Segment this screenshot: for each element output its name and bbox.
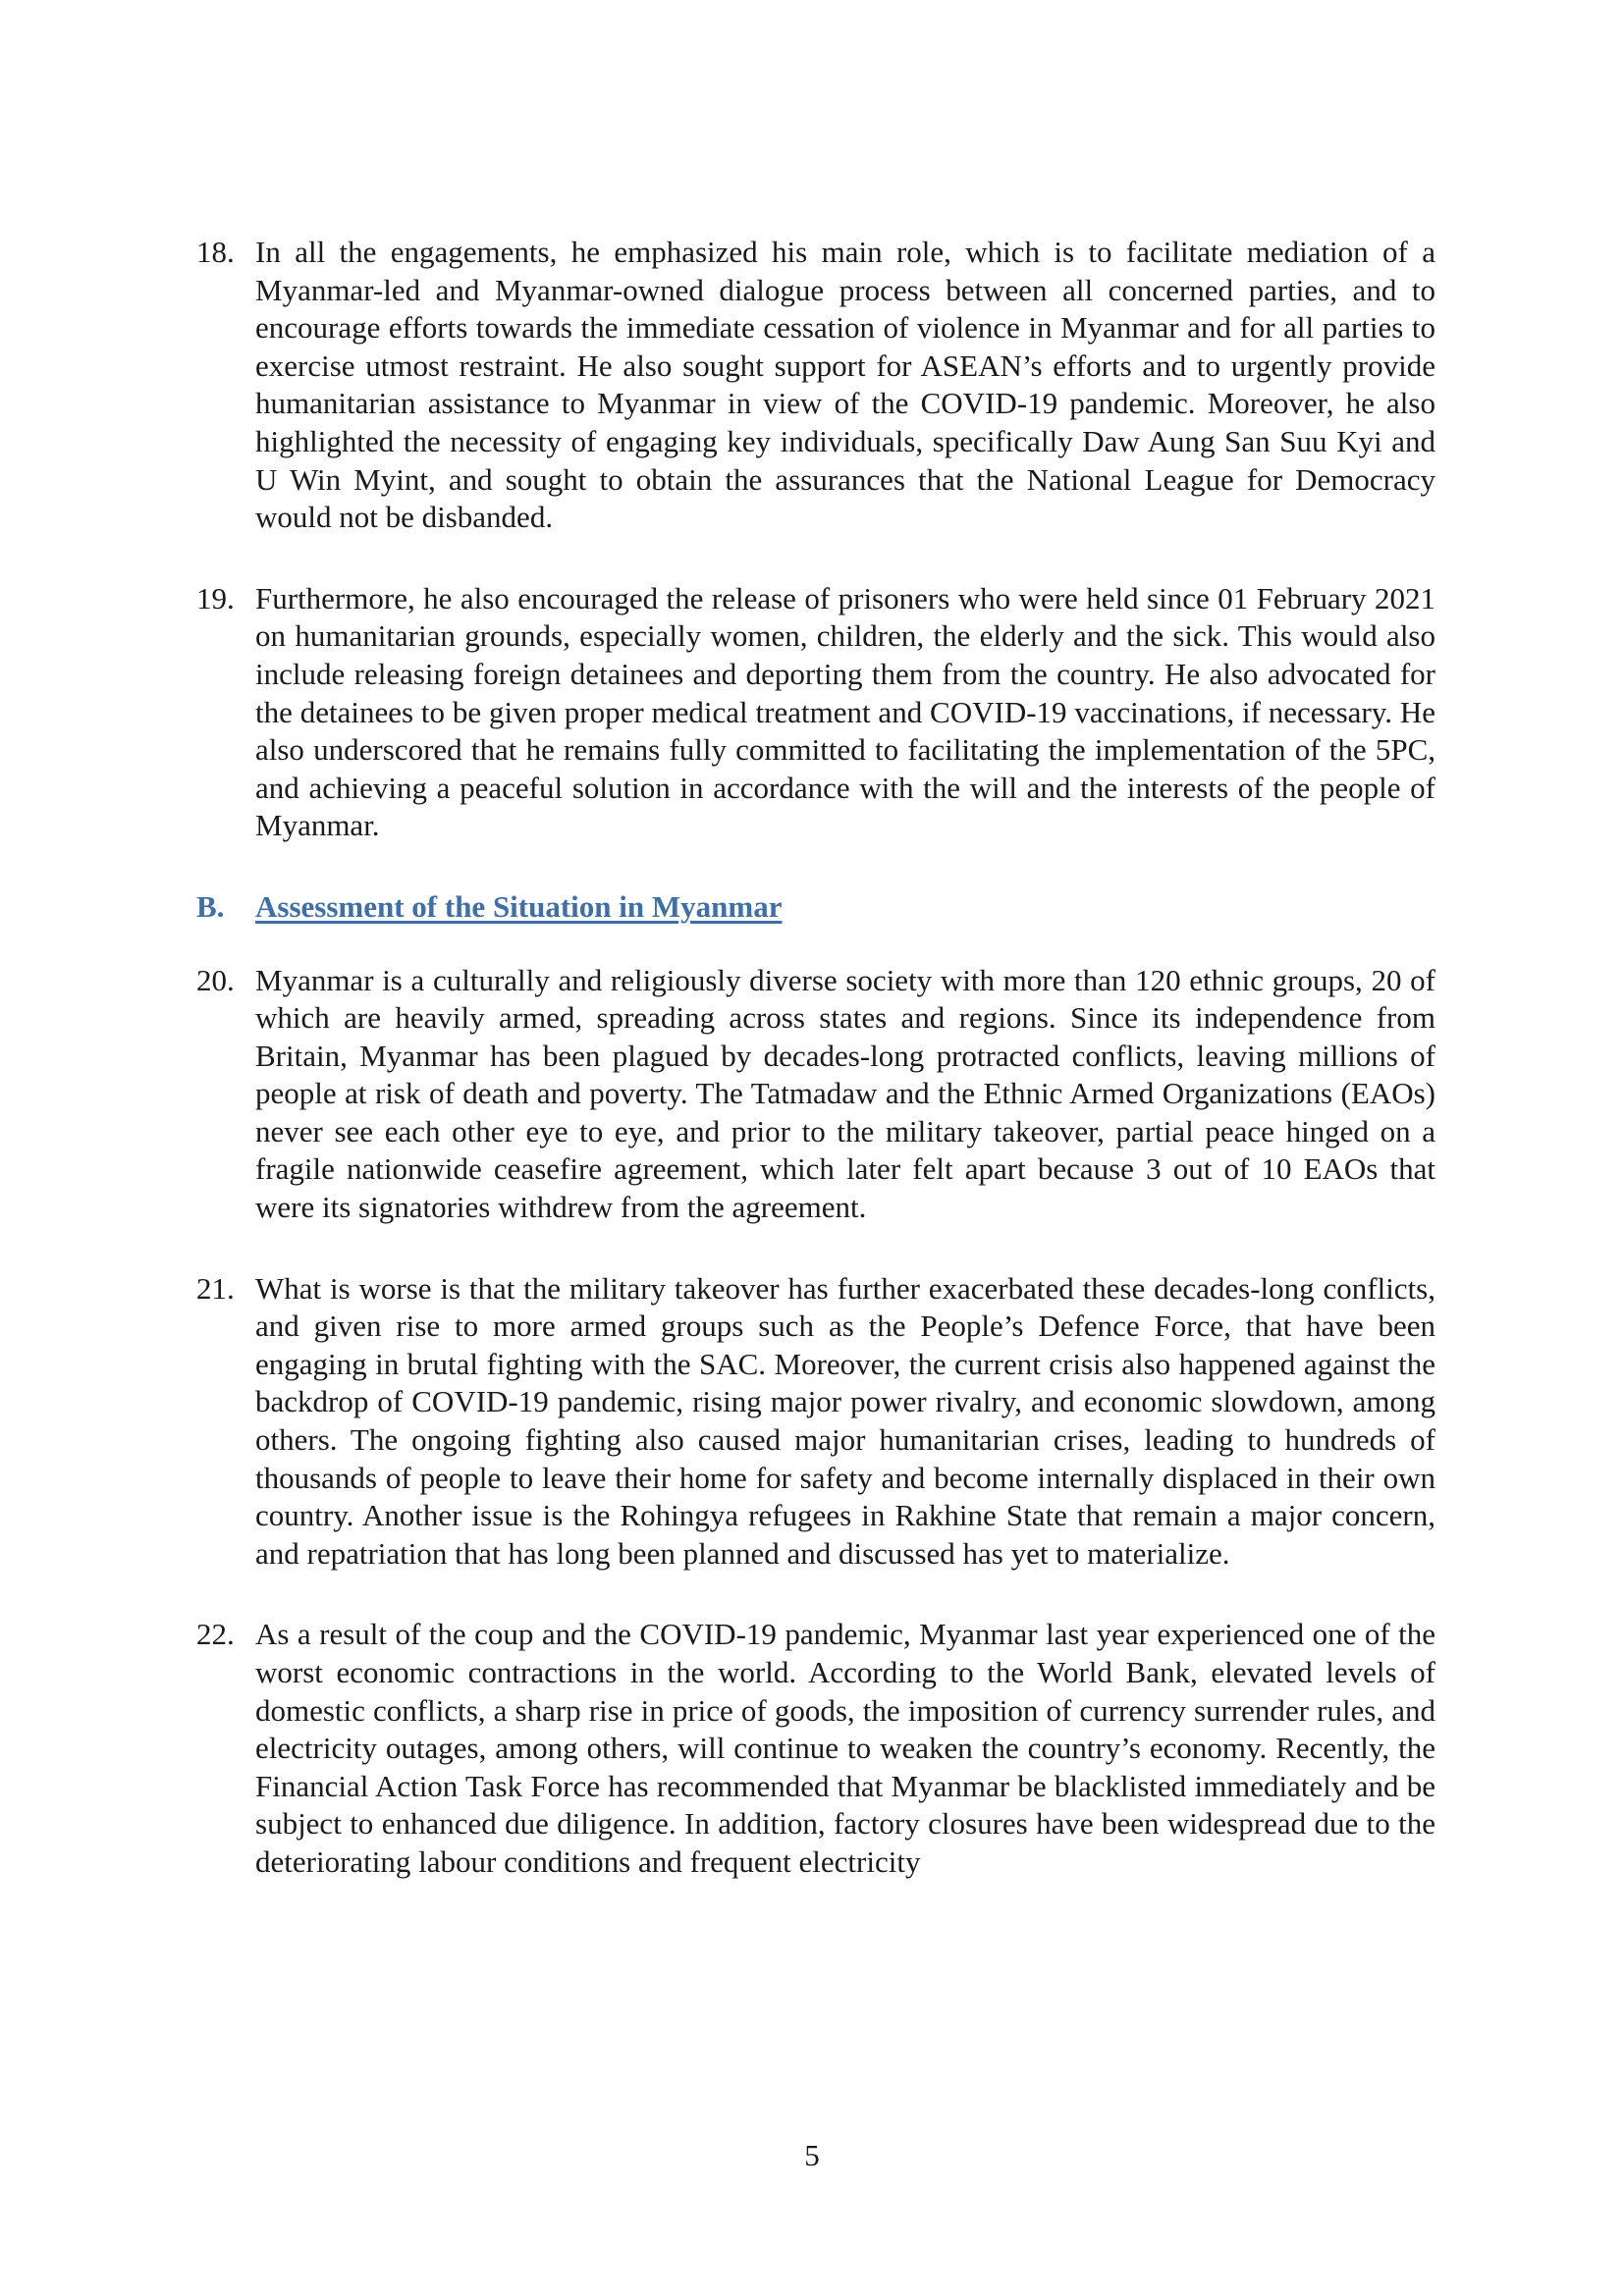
page-number: 5 [804,2138,820,2172]
paragraph-number: 19. [196,580,235,615]
section-heading [196,888,1435,927]
paragraph-number: 21. [196,1270,235,1306]
document-body [196,234,1435,1925]
paragraph-number: 20. [196,962,235,997]
paragraph-text: Furthermore, he also encouraged the release of prisoners who were held since 01 February 2021 on humanitarian grounds, especially women, children, the elderly and the sick. This would also include releasing foreign detainees and deporting them from the country. He also advocated for the detainees to be given proper medical treatment and COVID-19 vaccinations, if necessary. He also underscored that he remains fully committed to facilitating the implementation of the 5PC, and achieving a peaceful solution in accordance with the will and the interests of the people of Myanmar. [255,580,1435,843]
paragraph-18 [196,234,1435,537]
paragraph-number: 18. [196,235,235,269]
paragraph-22 [196,1616,1435,1881]
paragraph-text: What is worse is that the military takeover has further exacerbated these decades-long conflicts, and given rise to more armed groups such as the People’s Defence Force, that have been engaging in brutal fighting with the SAC. Moreover, the current crisis also happened against the backdrop of COVID-19 pandemic, rising major power rivalry, and economic slowdown, among others. The ongoing fighting also caused major humanitarian crises, leading to hundreds of thousands of people to leave their home for safety and become internally displaced in their own country. Another issue is the Rohingya refugees in Rakhine State that remain a major concern, and repatriation that has long been planned and discussed has yet to materialize. [255,1270,1435,1571]
paragraph-number: 22. [196,1617,235,1652]
paragraph-20 [196,962,1435,1227]
paragraph-text: As a result of the coup and the COVID-19 pandemic, Myanmar last year experienced one of the worst economic contractions in the world. According to the World Bank, elevated levels of domestic conflicts, a sharp rise in price of goods, the imposition of currency surrender rules, and electricity outages, among others, will continue to weaken the country’s economy. Recently, the Financial Action Task Force has recommended that Myanmar be blacklisted immediately and be subject to enhanced due diligence. In addition, factory closures have been widespread due to the deteriorating labour conditions and frequent electricity [255,1617,1435,1879]
section-title: Assessment of the Situation in Myanmar [255,888,783,924]
paragraph-text: In all the engagements, he emphasized his main role, which is to facilitate mediation of a Myanmar-led and Myanmar-owned dialogue process between all concerned parties, and to encourage efforts towards the immediate cessation of violence in Myanmar and for all parties to exercise utmost restraint. He also sought support for ASEAN’s efforts and to urgently provide humanitarian assistance to Myanmar in view of the COVID-19 pandemic. Moreover, he also highlighted the necessity of engaging key individuals, specifically Daw Aung San Suu Kyi and U Win Myint, and sought to obtain the assurances that the National League for Democracy would not be disbanded. [255,235,1435,535]
paragraph-19 [196,580,1435,845]
paragraph-text: Myanmar is a culturally and religiously diverse society with more than 120 ethnic groups, 20 of which are heavily armed, spreading across states and regions. Since its independence from Britain, Myanmar has been plagued by decades-long protracted conflicts, leaving millions of people at risk of death and poverty. The Tatmadaw and the Ethnic Armed Organizations (EAOs) never see each other eye to eye, and prior to the military takeover, partial peace hinged on a fragile nationwide ceasefire agreement, which later felt apart because 3 out of 10 EAOs that were its signatories withdrew from the agreement. [255,962,1435,1225]
section-letter: B. [196,888,225,924]
paragraph-21 [196,1270,1435,1574]
